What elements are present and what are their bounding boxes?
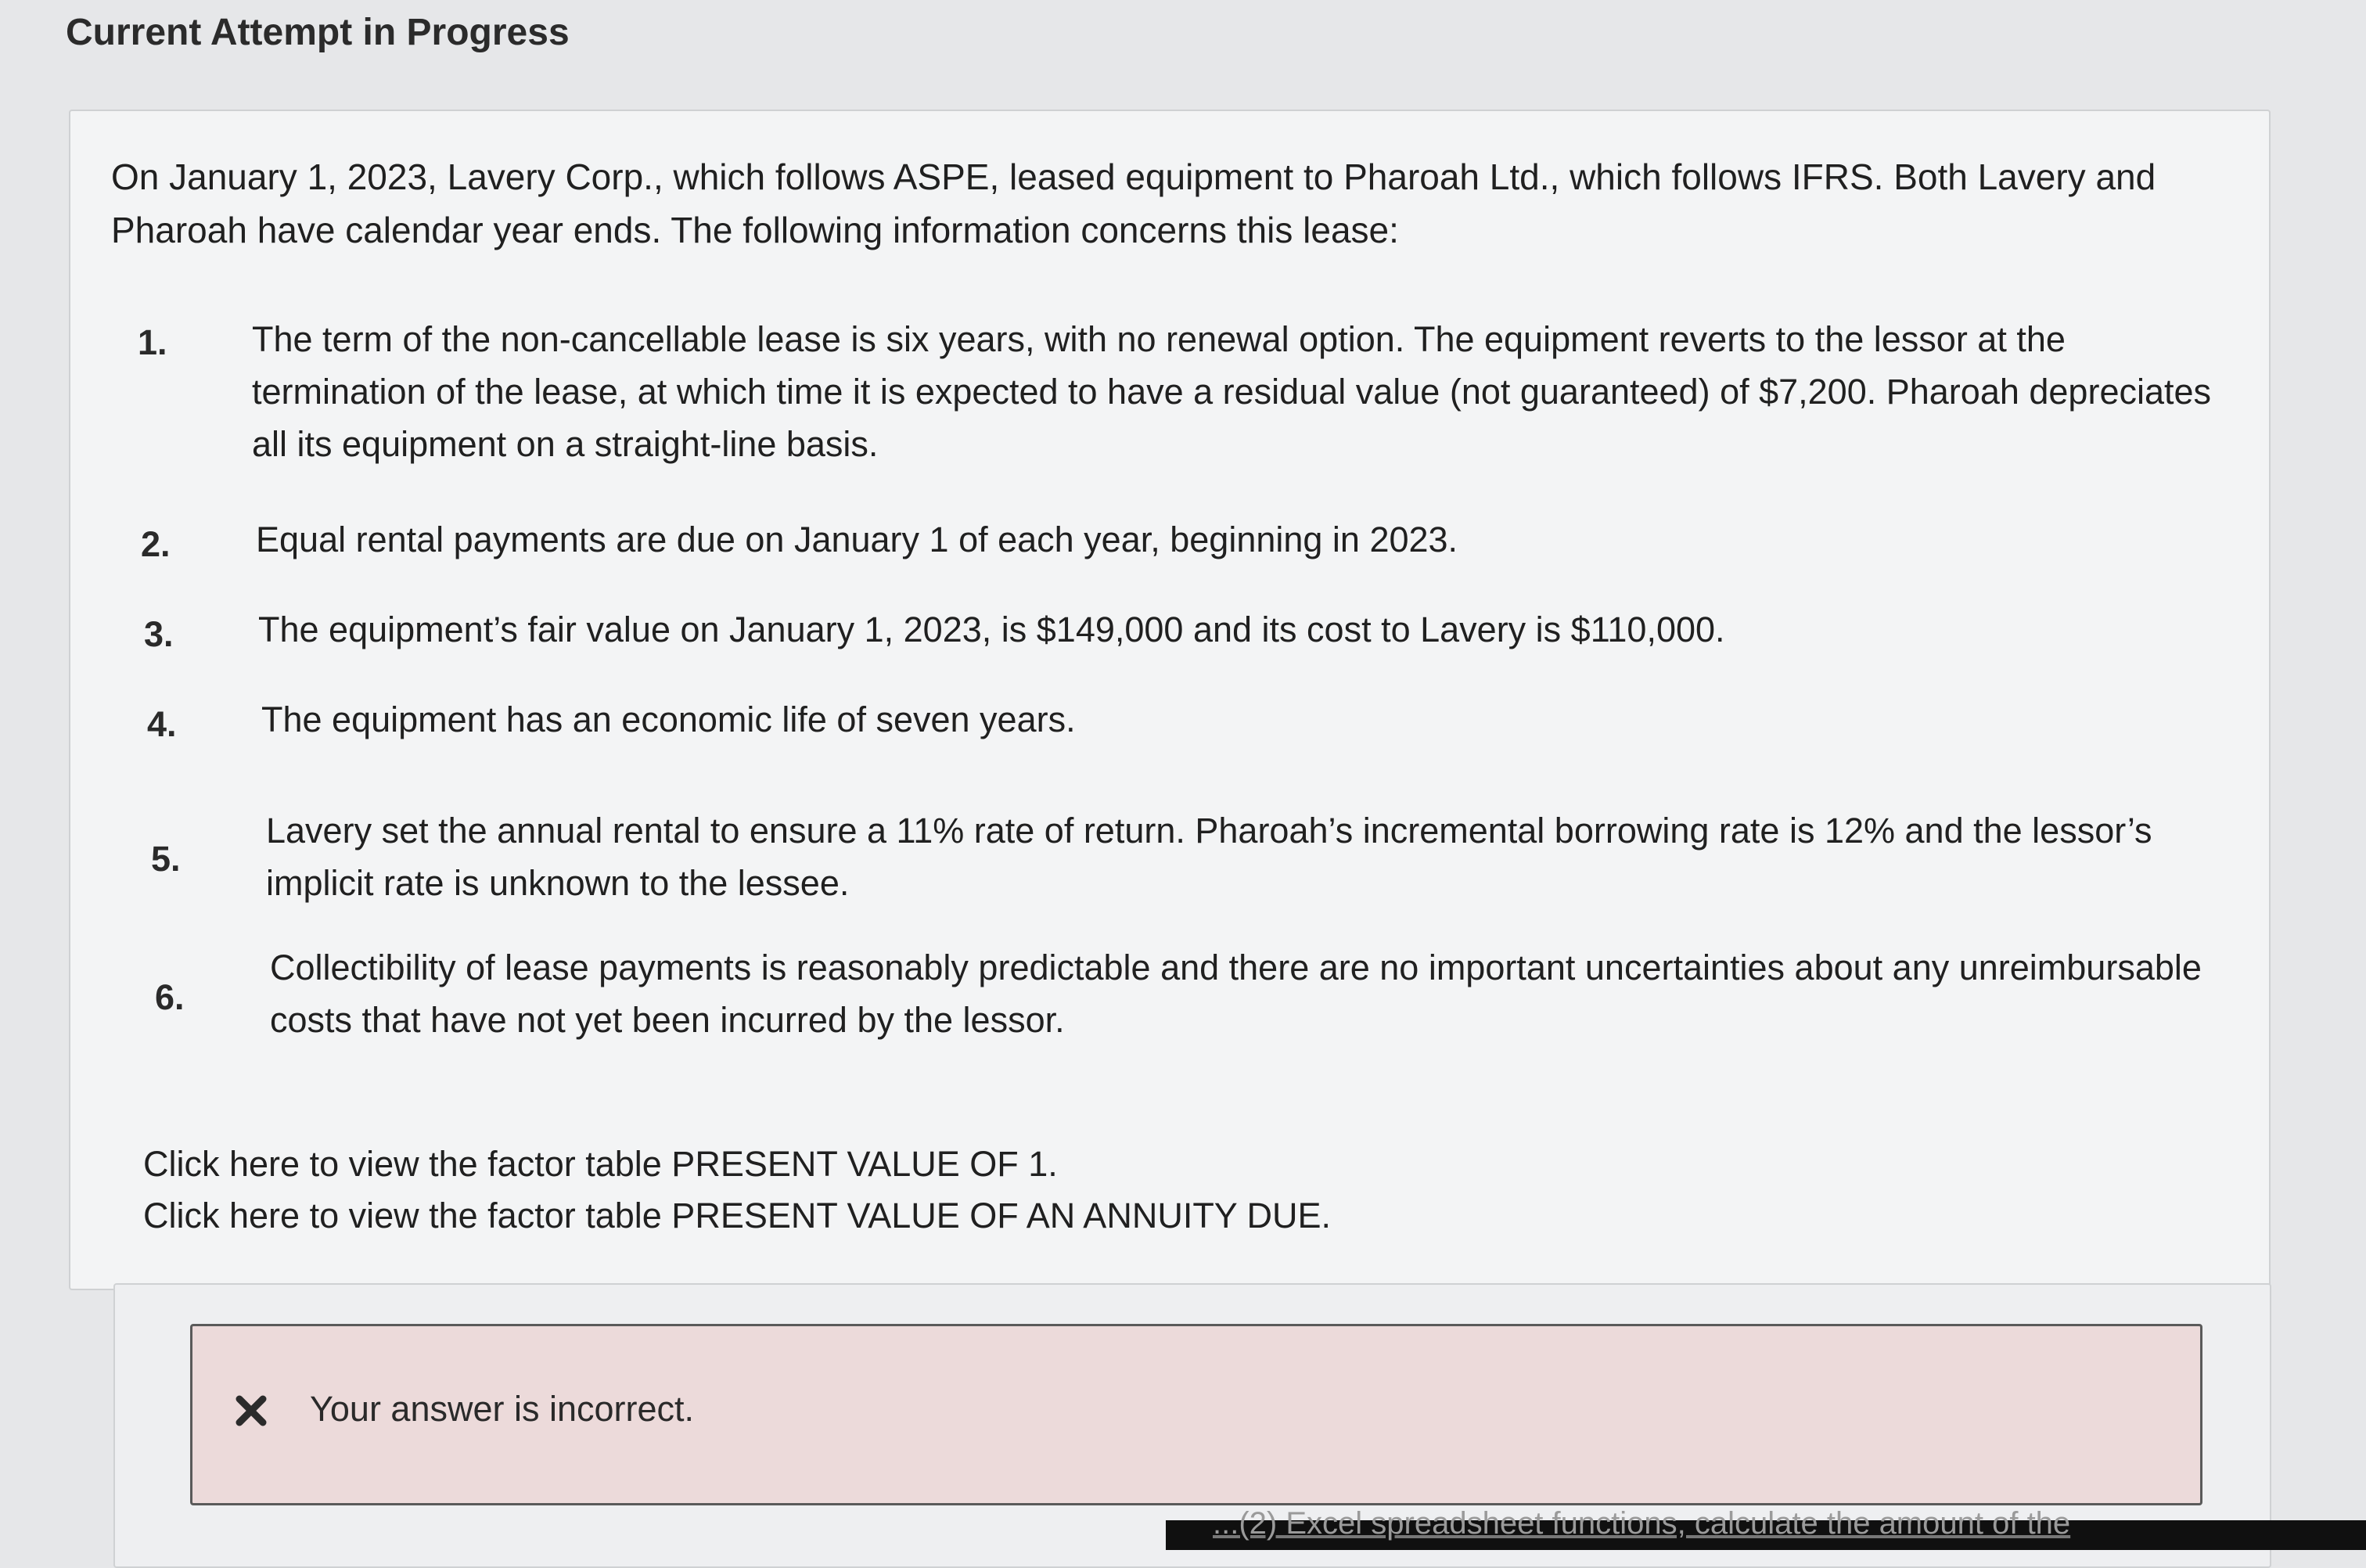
list-item-number: 2. bbox=[141, 524, 171, 564]
list-item-number: 1. bbox=[138, 322, 167, 362]
list-item-number: 6. bbox=[155, 977, 185, 1017]
instruction-snippet: ...(2) Excel spreadsheet functions, calculate the amount of the bbox=[1213, 1506, 2071, 1541]
feedback-box bbox=[190, 1324, 2202, 1505]
list-item-text: Lavery set the annual rental to ensure a 11% rate of return. Pharoah’s incremental borrowing rate is 12% and the lessor’s implicit rate is unknown to the lessee. bbox=[266, 811, 2152, 903]
question-intro: On January 1, 2023, Lavery Corp., which follows ASPE, leased equipment to Pharoah Ltd., which follows IFRS. Both Lavery and Pharoah have calendar year ends. The following information concerns this lease: bbox=[111, 156, 2156, 250]
list-item-number: 3. bbox=[144, 614, 174, 654]
list-item-text: Equal rental payments are due on January 1 of each year, beginning in 2023. bbox=[256, 520, 1458, 559]
list-item-number: 4. bbox=[147, 704, 177, 744]
list-item-text: The equipment has an economic life of seven years. bbox=[261, 699, 1076, 739]
feedback-message: Your answer is incorrect. bbox=[310, 1389, 695, 1429]
list-item-text: The term of the non-cancellable lease is six years, with no renewal option. The equipment reverts to the lessor at the termination of the lease, at which time it is expected to have a residual value (not guaranteed) of $7,200. Pharoah depreciates all its equipment on a straight-line basis. bbox=[252, 319, 2212, 464]
question-card bbox=[69, 110, 2271, 1290]
x-icon bbox=[233, 1393, 269, 1429]
factor-table-links bbox=[143, 1138, 1331, 1242]
page-title: Current Attempt in Progress bbox=[66, 12, 570, 53]
pv-annuity-due-link[interactable]: Click here to view the factor table PRESENT VALUE OF AN ANNUITY DUE. bbox=[143, 1196, 1332, 1235]
list-item-number: 5. bbox=[151, 839, 181, 879]
pv-of-1-link[interactable]: Click here to view the factor table PRESENT VALUE OF 1. bbox=[143, 1144, 1058, 1184]
list-item-text: The equipment’s fair value on January 1, 2023, is $149,000 and its cost to Lavery is $110,000. bbox=[258, 610, 1725, 649]
list-item-text: Collectibility of lease payments is reasonably predictable and there are no important uncertainties about any unreimbursable costs that have not yet been incurred by the lessor. bbox=[270, 948, 2202, 1040]
